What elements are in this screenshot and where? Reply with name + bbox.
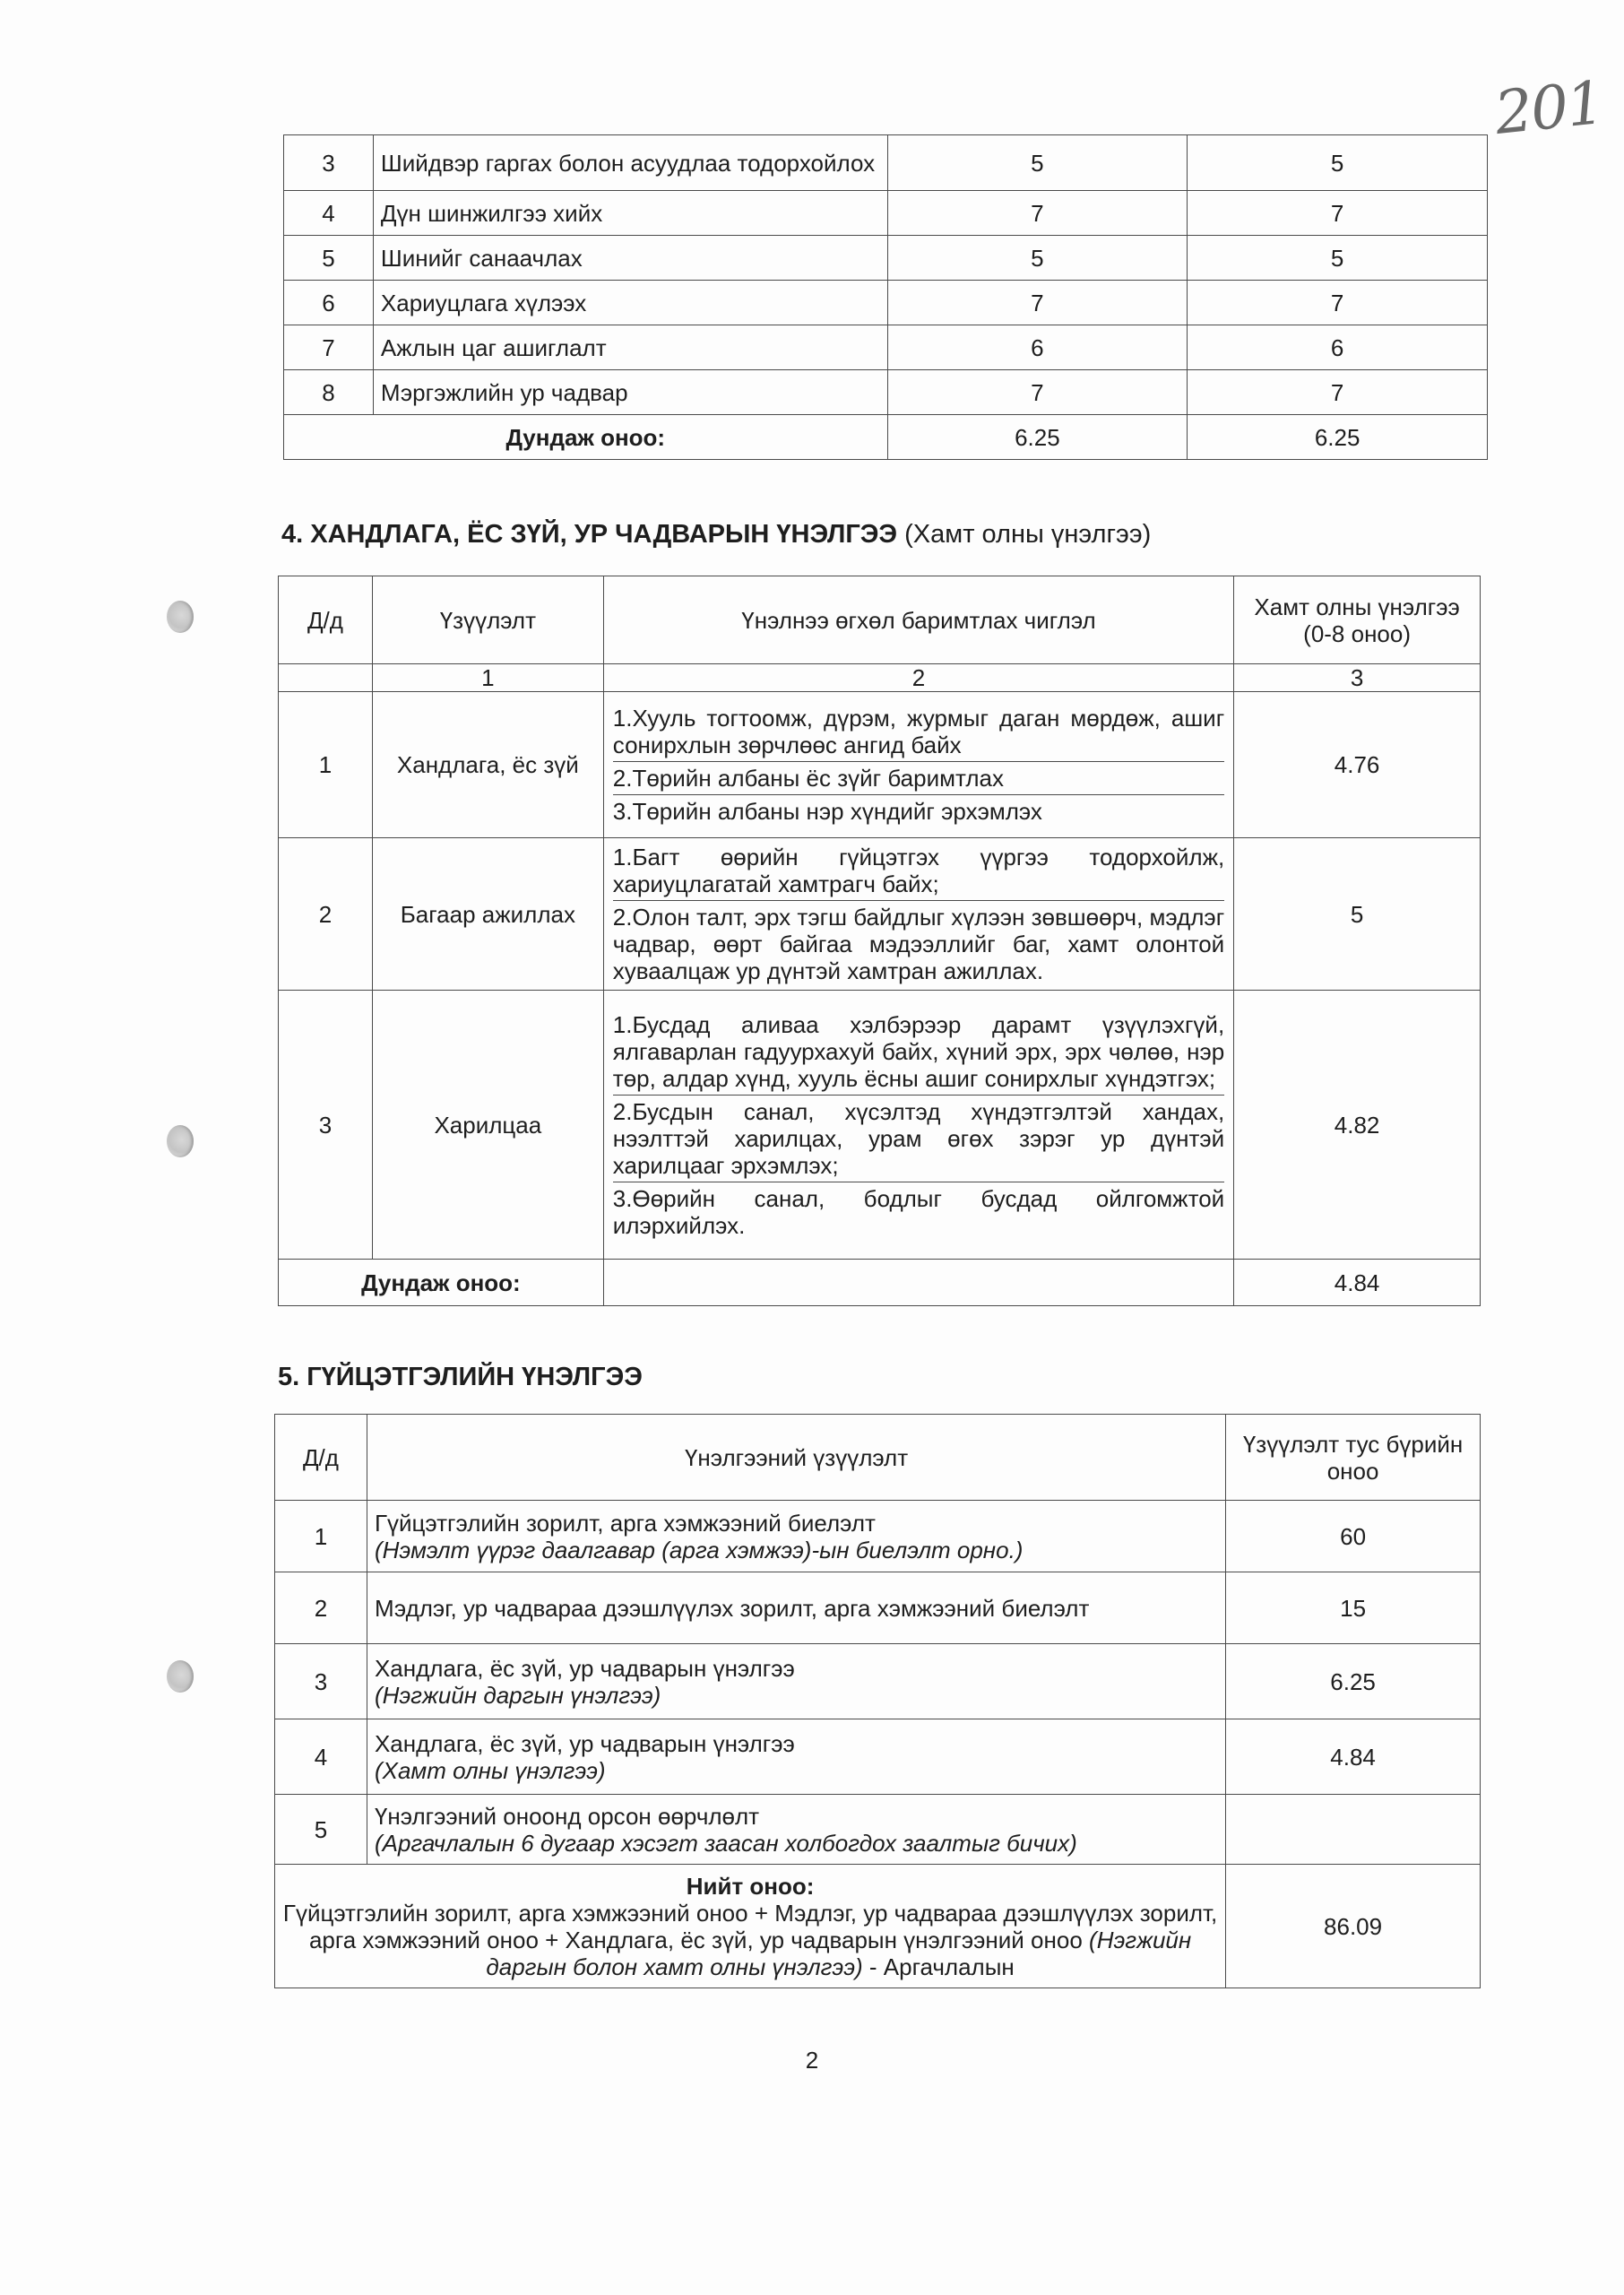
table-row: 2 Багаар ажиллах 1.Багт өөрийн гүйцэтгэх үүргээ тодорхойлж, хариуцлагатай хамтрагч байх; 2.Олон талт, эрх тэгш байдлыг хүлээн зөвшөөрч, мэдлэг чадвар, өөрт байгаа мэдээллийг баг, хамт олонтой хуваалцаж ур дүнтэй хамтран ажиллах. 5 xyxy=(279,838,1481,991)
table-row: 6 Хариуцлага хүлээх 7 7 xyxy=(284,281,1488,325)
table-header-row: Д/д Үнэлгээний үзүүлэлт Үзүүлэлт тус бүрийн оноо xyxy=(275,1415,1481,1501)
performance-summary-table xyxy=(274,1414,1481,1988)
page-number: 2 xyxy=(805,2047,819,2074)
table-row: 4 Хандлага, ёс зүй, ур чадварын үнэлгээ (Хамт олны үнэлгээ) 4.84 xyxy=(275,1719,1481,1795)
colleague-rating-table xyxy=(278,576,1481,1306)
punch-hole xyxy=(167,1660,194,1693)
table-row: 3 Хандлага, ёс зүй, ур чадварын үнэлгээ (Нэгжийн даргын үнэлгээ) 6.25 xyxy=(275,1644,1481,1719)
criterion: 1.Багт өөрийн гүйцэтгэх үүргээ тодорхойлж, хариуцлагатай хамтрагч байх; xyxy=(613,841,1224,901)
total-row xyxy=(275,1865,1481,1988)
handwritten-page-mark: 201 xyxy=(1491,67,1606,149)
table-row: 8 Мэргэжлийн ур чадвар 7 7 xyxy=(284,370,1488,415)
table-header-row: Д/д Үзүүлэлт Үнэлнээ өгхөл баримтлах чиглэл Хамт олны үнэлгээ (0-8 оноо) xyxy=(279,576,1481,664)
total-score: 86.09 xyxy=(1226,1865,1481,1988)
criterion: 2.Олон талт, эрх тэгш байдлыг хүлээн зөвшөөрч, мэдлэг чадвар, өөрт байгаа мэдээллийг баг, хамт олонтой хуваалцаж ур дүнтэй хамтран ажиллах. xyxy=(612,904,1225,984)
criterion: 2.Бусдын санал, хүсэлтэд хүндэтгэлтэй хандах, нээлттэй харилцах, урам өгөх зэрэг ур дүнтэй харилцааг эрхэмлэх; xyxy=(613,1096,1224,1182)
table-row: 1 Гүйцэтгэлийн зорилт, арга хэмжээний биелэлт (Нэмэлт үүрэг даалгавар (арга хэмжээ)-ын биелэлт орно.) 60 xyxy=(275,1501,1481,1572)
table-row: 5 Шинийг санаачлах 5 5 xyxy=(284,236,1488,281)
criterion: 1.Бусдад аливаа хэлбэрээр дарамт үзүүлэхгүй, ялгаварлан гадуурхахуй байх, хүний эрх, эрх чөлөө, нэр төр, алдар хүнд, хууль ёсны ашиг сонирхлыг хүндэтгэх; xyxy=(613,1009,1224,1096)
table-row: 3 Харилцаа 1.Бусдад аливаа хэлбэрээр дарамт үзүүлэхгүй, ялгаварлан гадуурхахуй байх, хүний эрх, эрх чөлөө, нэр төр, алдар хүнд, хууль ёсны ашиг сонирхлыг хүндэтгэх; 2.Бусдын санал, хүсэлтэд хүндэтгэлтэй хандах, нээлттэй харилцах, урам өгөх зэрэг ур дүнтэй харилцааг эрхэмлэх; 3.Өөрийн санал, бодлыг бусдад ойлгомжтой илэрхийлэх. 4.82 xyxy=(279,991,1481,1260)
criterion: 3.Төрийн албаны нэр хүндийг эрхэмлэх xyxy=(612,798,1042,825)
supervisor-rating-table xyxy=(283,134,1488,460)
punch-hole xyxy=(167,601,194,633)
criterion: 3.Өөрийн санал, бодлыг бусдад ойлгомжтой илэрхийлэх. xyxy=(612,1184,1225,1239)
table-row: 2 Мэдлэг, ур чадвараа дээшлүүлэх зорилт, арга хэмжээний биелэлт 15 xyxy=(275,1572,1481,1644)
table-row: 1 Хандлага, ёс зүй 1.Хууль тогтоомж, дүрэм, журмыг даган мөрдөж, ашиг сонирхлын зөрчлөөс ангид байх 2.Төрийн албаны ёс зүйг баримтлах 3.Төрийн албаны нэр хүндийг эрхэмлэх 4.76 xyxy=(279,692,1481,838)
average-row: Дундаж оноо: 6.25 6.25 xyxy=(284,415,1488,460)
average-row: Дундаж оноо: 4.84 xyxy=(279,1260,1481,1306)
punch-hole xyxy=(167,1125,194,1157)
table-row: 4 Дүн шинжилгээ хийх 7 7 xyxy=(284,191,1488,236)
column-index-row: 1 2 3 xyxy=(279,664,1481,692)
criterion: 1.Хууль тогтоомж, дүрэм, журмыг даган мөрдөж, ашиг сонирхлын зөрчлөөс ангид байх xyxy=(613,702,1224,762)
section-5-heading: 5. ГҮЙЦЭТГЭЛИЙН ҮНЭЛГЭЭ xyxy=(278,1363,643,1391)
total-label: Нийт оноо: xyxy=(686,1872,815,1900)
criterion: 2.Төрийн албаны ёс зүйг баримтлах xyxy=(613,762,1224,795)
table-row: 7 Ажлын цаг ашиглалт 6 6 xyxy=(284,325,1488,370)
table-row: 3 Шийдвэр гаргах болон асуудлаа тодорхойлох 5 5 xyxy=(284,135,1488,191)
section-4-heading: 4. ХАНДЛАГА, ЁС ЗҮЙ, УР ЧАДВАРЫН ҮНЭЛГЭЭ (Хамт олны үнэлгээ) xyxy=(281,520,1152,549)
total-formula: Гүйцэтгэлийн зорилт, арга хэмжээний оноо + Мэдлэг, ур чадвараа дээшлүүлэх зорилт, арга хэмжээний оноо + Хандлага, ёс зүй, ур чадварын үнэлгээний оноо (Нэгжийн даргын болон хамт олны үнэлгээ) - Аргачлалын xyxy=(282,1899,1218,1980)
table-row: 5 Үнэлгээний оноонд орсон өөрчлөлт (Аргачлалын 6 дугаар хэсэгт заасан холбогдох заалтыг бичих) xyxy=(275,1795,1481,1865)
